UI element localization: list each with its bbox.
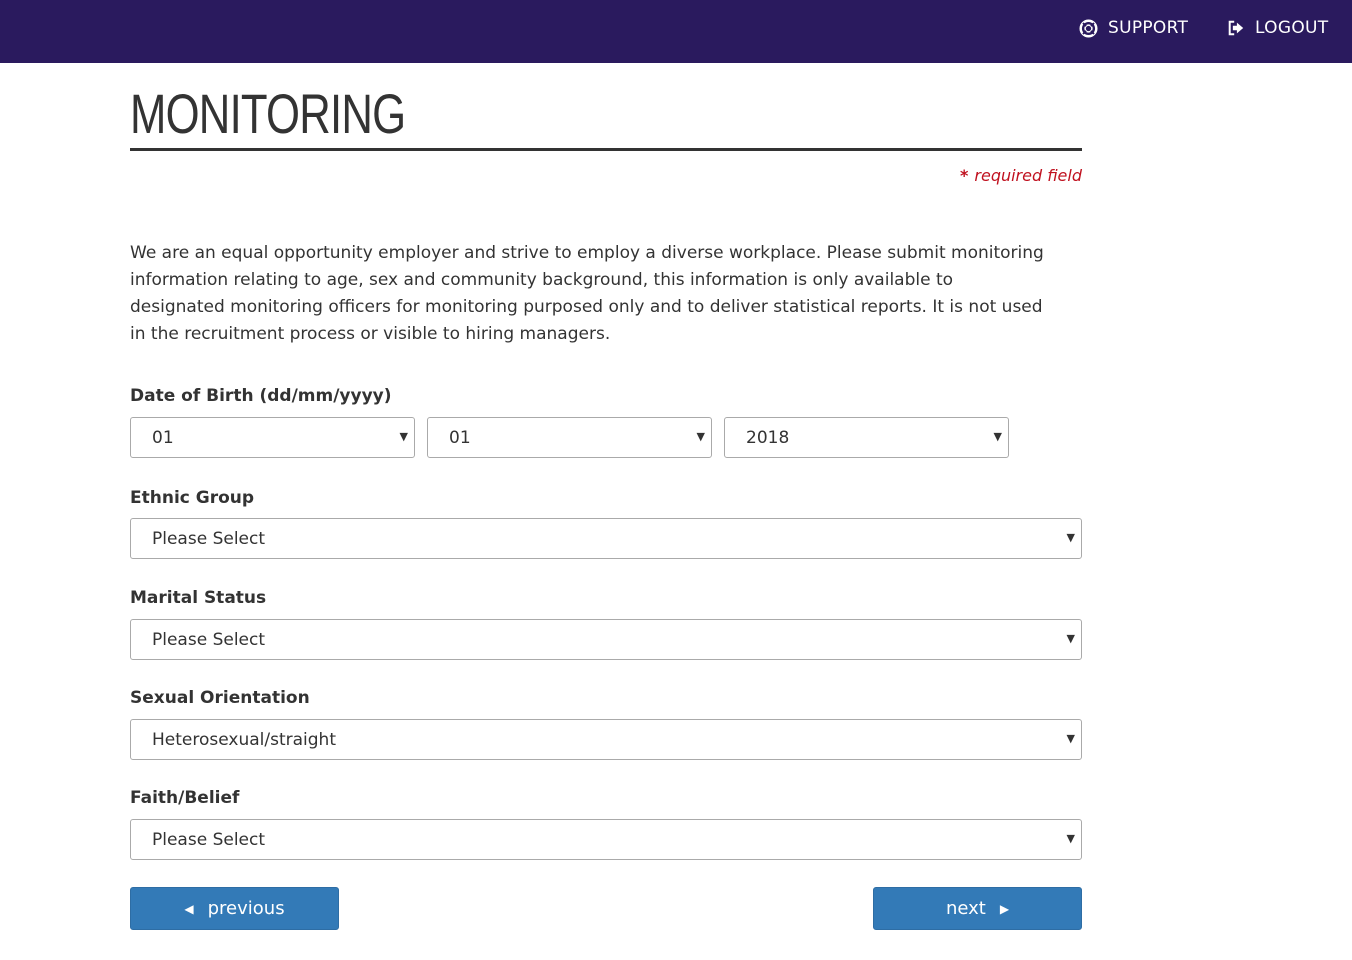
- lifebuoy-icon: [1079, 19, 1098, 38]
- marital-status-select[interactable]: [130, 619, 1082, 660]
- marital-status-label: Marital Status: [130, 588, 267, 608]
- marital-status-value: Please Select: [152, 629, 266, 650]
- dob-day-value: 01: [152, 427, 174, 448]
- intro-paragraph: We are an equal opportunity employer and strive to employ a diverse workplace. Please submit monitoring information relating to age, sex and community background, this information is only available to designated monitoring officers for monitoring purposed only and to deliver statistical reports. It is not used in the recruitment process or visible to hiring managers.: [130, 243, 1044, 344]
- next-label: next: [945, 898, 986, 919]
- dob-month-value: 01: [449, 427, 471, 448]
- required-field-note: [960, 166, 1082, 185]
- required-star: *: [960, 166, 969, 185]
- caret-down-icon: ▼: [1066, 632, 1075, 645]
- logout-label: LOGOUT: [1255, 18, 1329, 38]
- caret-down-icon: ▼: [1066, 832, 1075, 845]
- caret-down-icon: ▼: [1066, 732, 1075, 745]
- caret-right-icon: ▶: [999, 901, 1010, 916]
- ethnic-group-label: Ethnic Group: [130, 488, 255, 508]
- ethnic-group-select[interactable]: [130, 518, 1082, 559]
- dob-month-select[interactable]: [427, 417, 712, 458]
- page-title: MONITORING: [130, 82, 406, 145]
- previous-button[interactable]: [130, 887, 339, 930]
- sexual-orientation-label: Sexual Orientation: [130, 688, 310, 708]
- dob-day-select[interactable]: [130, 417, 415, 458]
- required-text: required field: [974, 166, 1082, 185]
- caret-down-icon: ▼: [1066, 531, 1075, 544]
- caret-down-icon: ▼: [993, 430, 1002, 443]
- logout-link[interactable]: [1227, 16, 1328, 40]
- sexual-orientation-select[interactable]: [130, 719, 1082, 760]
- title-divider: [130, 148, 1082, 151]
- support-label: SUPPORT: [1108, 18, 1189, 38]
- dob-label: Date of Birth (dd/mm/yyyy): [130, 386, 392, 406]
- caret-down-icon: ▼: [399, 430, 408, 443]
- ethnic-group-value: Please Select: [152, 528, 266, 549]
- caret-down-icon: ▼: [696, 430, 705, 443]
- faith-belief-label: Faith/Belief: [130, 788, 240, 808]
- previous-label: previous: [207, 898, 285, 919]
- support-link[interactable]: [1079, 16, 1188, 40]
- faith-belief-select[interactable]: [130, 819, 1082, 860]
- top-navbar: [0, 0, 1352, 63]
- dob-year-value: 2018: [746, 427, 790, 448]
- caret-left-icon: ◀: [184, 901, 194, 916]
- sexual-orientation-value: Heterosexual/straight: [152, 729, 336, 750]
- next-button[interactable]: [873, 887, 1082, 930]
- faith-belief-value: Please Select: [152, 829, 266, 850]
- logout-icon: [1227, 19, 1245, 37]
- dob-year-select[interactable]: [724, 417, 1009, 458]
